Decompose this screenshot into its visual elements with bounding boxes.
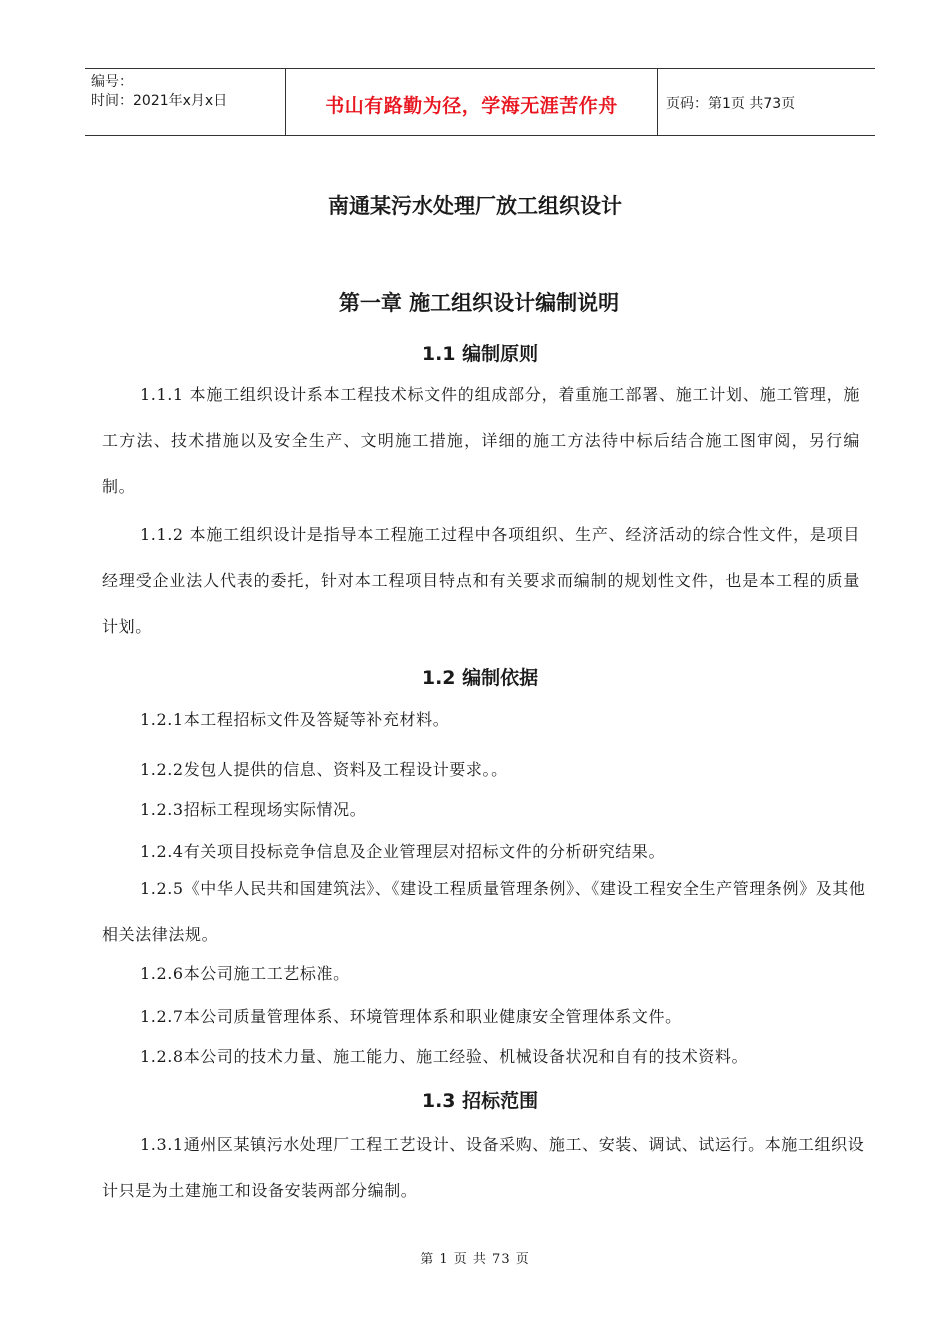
page-footer: 第 1 页 共 73 页 [420,1252,530,1267]
paragraph-1-3-1: 1.3.1通州区某镇污水处理厂工程工艺设计、设备采购、施工、安装、调试、试运行。本施工组织设计只是为土建施工和设备安装两部分编制。 [102,1135,865,1200]
list-item-1-2-8: 1.2.8本公司的技术力量、施工能力、施工经验、机械设备状况和自有的技术资料。 [140,1047,749,1066]
header-motto-cell [286,69,658,135]
time-label: 时间：2021年x月x日 [91,93,228,109]
list-item-1-2-3: 1.2.3招标工程现场实际情况。 [140,800,367,819]
section-title-1-1: 1.1 编制原则 [421,343,539,365]
page-info-text: 页码：第1页 共73页 [666,96,796,112]
number-label: 编号： [91,74,133,90]
document-title: 南通某污水处理厂放工组织设计 [328,194,622,218]
list-item-1-2-2: 1.2.2发包人提供的信息、资料及工程设计要求。。 [140,760,508,779]
header-meta [85,69,286,135]
section-title-1-3: 1.3 招标范围 [421,1090,539,1112]
list-item-1-2-4: 1.2.4有关项目投标竞争信息及企业管理层对招标文件的分析研究结果。 [140,842,666,861]
motto-text: 书山有路勤为径，学海无涯苦作舟 [325,94,618,117]
list-item-1-2-1: 1.2.1本工程招标文件及答疑等补充材料。 [140,710,450,729]
page-header [85,68,875,136]
list-item-1-2-7: 1.2.7本公司质量管理体系、环境管理体系和职业健康安全管理体系文件。 [140,1007,682,1026]
section-title-1-2: 1.2 编制依据 [421,667,539,689]
header-page-info [658,69,875,135]
paragraph-1-1-2: 1.1.2 本施工组织设计是指导本工程施工过程中各项组织、生产、经济活动的综合性文件，是项目经理受企业法人代表的委托，针对本工程项目特点和有关要求而编制的规划性文件，也是本工程的质量计划。 [102,525,860,636]
paragraph-1-1-1: 1.1.1 本施工组织设计系本工程技术标文件的组成部分，着重施工部署、施工计划、施工管理，施工方法、技术措施以及安全生产、文明施工措施，详细的施工方法待中标后结合施工图审阅，另行编制。 [102,385,860,496]
list-item-1-2-6: 1.2.6本公司施工工艺标准。 [140,964,350,983]
list-item-1-2-5: 1.2.5《中华人民共和国建筑法》、《建设工程质量管理条例》、《建设工程安全生产管理条例》及其他相关法律法规。 [102,879,866,944]
chapter-title: 第一章 施工组织设计编制说明 [338,291,620,315]
